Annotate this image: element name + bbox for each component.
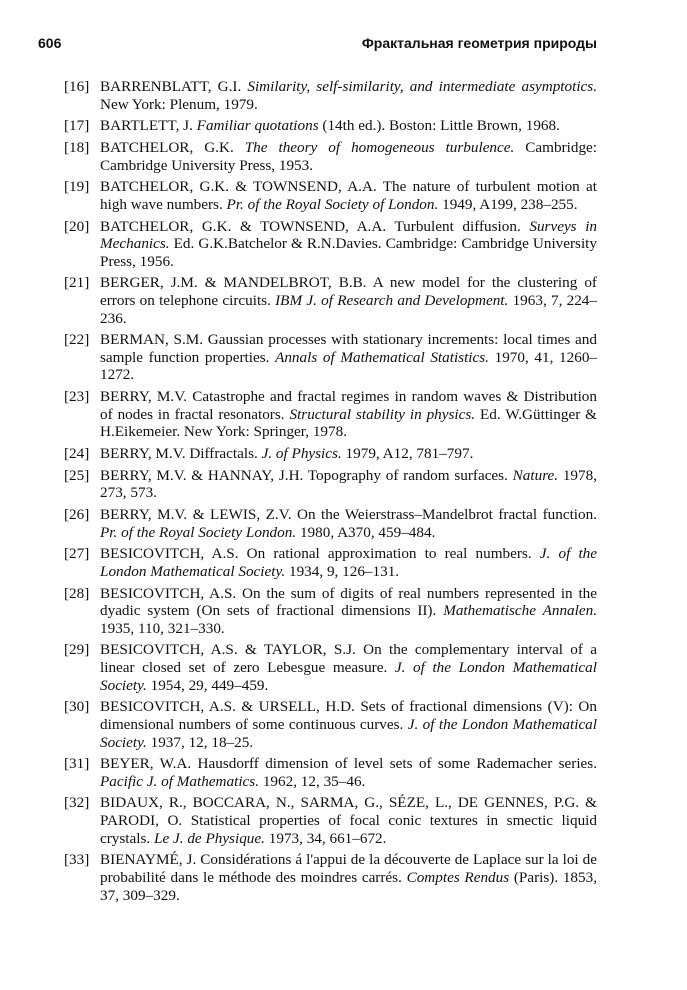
reference-number: [19] [64,178,90,196]
reference-item [64,139,597,174]
reference-item [64,178,597,213]
reference-publication-details: 1970, 41, 1260–1272. [100,348,598,384]
reference-authors-and-article: BATCHELOR, G.K. & TOWNSEND, A.A. The nature of turbulent motion at high wave numbers. [100,178,597,213]
reference-authors-and-article: BARRENBLATT, G.I. [100,78,248,95]
reference-text [100,506,597,541]
reference-publication-details: Cambridge: Cambridge University Press, 1953. [100,138,597,174]
reference-source-title: J. of Physics. [261,445,342,463]
reference-source-title: Mathematische Annalen. [443,602,597,620]
reference-publication-details: 1980, A370, 459–484. [296,523,436,541]
reference-item [64,274,597,327]
reference-source-title: Similarity, self-similarity, and intermediate asymptotics. [247,78,597,95]
reference-authors-and-article: BATCHELOR, G.K. [100,138,245,156]
reference-authors-and-article: BESICOVITCH, A.S. & TAYLOR, S.J. On the complementary interval of a linear closed set of zero Lebesgue measure. [100,641,597,677]
reference-source-title: Comptes Rendus [406,868,510,886]
reference-text [100,178,597,213]
reference-number: [23] [64,388,90,406]
reference-list [64,78,597,908]
reference-text [100,794,597,847]
reference-number: [32] [64,794,90,812]
reference-number: [31] [64,755,90,773]
reference-publication-details: 1962, 12, 35–46. [259,772,366,790]
reference-source-title: Structural stability in physics. [289,405,476,423]
reference-authors-and-article: BERRY, M.V. & HANNAY, J.H. Topography of random surfaces. [100,466,513,484]
reference-publication-details: Ed. W.Güttinger & H.Eikemeier. New York: Springer, 1978. [100,405,597,441]
reference-text [100,139,597,174]
reference-text [100,467,597,502]
reference-authors-and-article: BESICOVITCH, A.S. On the sum of digits of real numbers represented in the dyadic system (On sets of fractional dimensions II). [100,584,597,620]
reference-number: [18] [64,138,90,156]
reference-item [64,445,597,463]
reference-text [100,851,597,904]
reference-item [64,388,597,441]
reference-item [64,218,597,271]
reference-item [64,331,597,384]
reference-source-title: J. of the London Mathematical Society. [100,659,597,694]
reference-text [100,388,597,441]
reference-authors-and-article: BESICOVITCH, A.S. & URSELL, H.D. Sets of fractional dimensions (V): On dimensional numbers of some continuous curves. [100,698,597,733]
reference-source-title: Pr. of the Royal Society of London. [226,195,439,213]
reference-authors-and-article: BERGER, J.M. & MANDELBROT, B.B. A new model for the clustering of errors on telephone circuits. [100,274,597,309]
reference-number: [29] [64,641,90,659]
reference-publication-details: New York: Plenum, 1979. [100,95,258,113]
reference-item [64,545,597,580]
reference-source-title: Le J. de Physique. [154,829,265,847]
reference-text [100,274,597,327]
reference-source-title: Surveys in Mechanics. [100,217,598,253]
reference-authors-and-article: BERRY, M.V. Catastrophe and fractal regimes in random waves & Distribution of nodes in fractal resonators. [100,388,597,423]
reference-source-title: IBM J. of Research and Development. [275,292,509,309]
reference-authors-and-article: BARTLETT, J. [100,117,197,135]
reference-text [100,218,597,271]
reference-authors-and-article: BIENAYMÉ, J. Considérations á l'appui de la découverte de Laplace sur la loi de probabilité dans le méthode des moindres carrés. [100,851,597,886]
reference-number: [28] [64,584,90,602]
reference-item [64,117,597,135]
reference-text [100,641,597,694]
reference-number: [24] [64,445,90,463]
reference-text [100,545,597,580]
reference-authors-and-article: BESICOVITCH, A.S. On rational approximation to real numbers. [100,545,540,563]
reference-publication-details: Ed. G.K.Batchelor & R.N.Davies. Cambridge: Cambridge University Press, 1956. [100,235,597,270]
reference-publication-details: 1963, 7, 224–236. [100,292,597,327]
reference-text [100,331,597,384]
reference-number: [21] [64,274,90,292]
running-header [38,35,597,51]
running-title: Фрактальная геометрия природы [361,35,597,51]
reference-number: [30] [64,698,90,716]
reference-item [64,851,597,904]
reference-source-title: Pacific J. of Mathematics. [100,772,260,790]
reference-item [64,585,597,638]
reference-authors-and-article: BIDAUX, R., BOCCARA, N., SARMA, G., SÉZE, L., DE GENNES, P.G. & PARODI, O. Statistical properties of focal conic textures in smectic liquid crystals. [100,794,597,847]
reference-publication-details: 1949, A199, 238–255. [438,195,578,213]
reference-number: [20] [64,217,90,235]
reference-publication-details: (Paris). 1853, 37, 309–329. [100,868,597,904]
reference-source-title: J. of the London Mathematical Society. [100,715,597,751]
reference-source-title: Pr. of the Royal Society London. [100,523,297,541]
reference-authors-and-article: BERRY, M.V. & LEWIS, Z.V. On the Weierstrass–Mandelbrot fractal function. [100,506,597,523]
reference-text [100,117,597,135]
reference-number: [27] [64,545,90,563]
reference-item [64,698,597,751]
reference-publication-details: 1979, A12, 781–797. [341,445,474,463]
reference-number: [22] [64,331,90,349]
reference-number: [26] [64,506,90,523]
reference-number: [17] [64,117,90,135]
reference-item [64,78,597,113]
reference-item [64,794,597,847]
reference-publication-details: 1935, 110, 321–330. [100,619,225,637]
page-number: 606 [38,35,62,51]
reference-publication-details: 1954, 29, 449–459. [146,676,269,694]
reference-text [100,755,597,790]
reference-publication-details: 1973, 34, 661–672. [264,829,387,847]
reference-text [100,585,597,638]
reference-authors-and-article: BATCHELOR, G.K. & TOWNSEND, A.A. Turbulent diffusion. [100,217,530,235]
reference-publication-details: 1978, 273, 573. [100,466,598,502]
reference-item [64,641,597,694]
reference-publication-details: 1934, 9, 126–131. [285,562,400,580]
reference-source-title: The theory of homogeneous turbulence. [244,138,515,156]
reference-authors-and-article: BEYER, W.A. Hausdorff dimension of level sets of some Rademacher series. [100,755,597,773]
reference-item [64,755,597,790]
reference-source-title: Familiar quotations [196,117,319,135]
reference-number: [25] [64,466,90,484]
reference-source-title: Annals of Mathematical Statistics. [275,348,489,366]
reference-publication-details: 1937, 12, 18–25. [146,733,254,751]
reference-item [64,467,597,502]
reference-number: [16] [64,78,90,95]
reference-text [100,698,597,751]
reference-item [64,506,597,541]
reference-authors-and-article: BERMAN, S.M. Gaussian processes with stationary increments: local times and sample function properties. [100,331,597,366]
reference-source-title: J. of the London Mathematical Society. [100,545,598,580]
reference-source-title: Nature. [512,466,559,484]
reference-authors-and-article: BERRY, M.V. Diffractals. [100,445,262,463]
reference-text [100,445,597,463]
reference-publication-details: (14th ed.). Boston: Little Brown, 1968. [318,117,560,135]
reference-text [100,78,597,113]
reference-number: [33] [64,851,90,869]
